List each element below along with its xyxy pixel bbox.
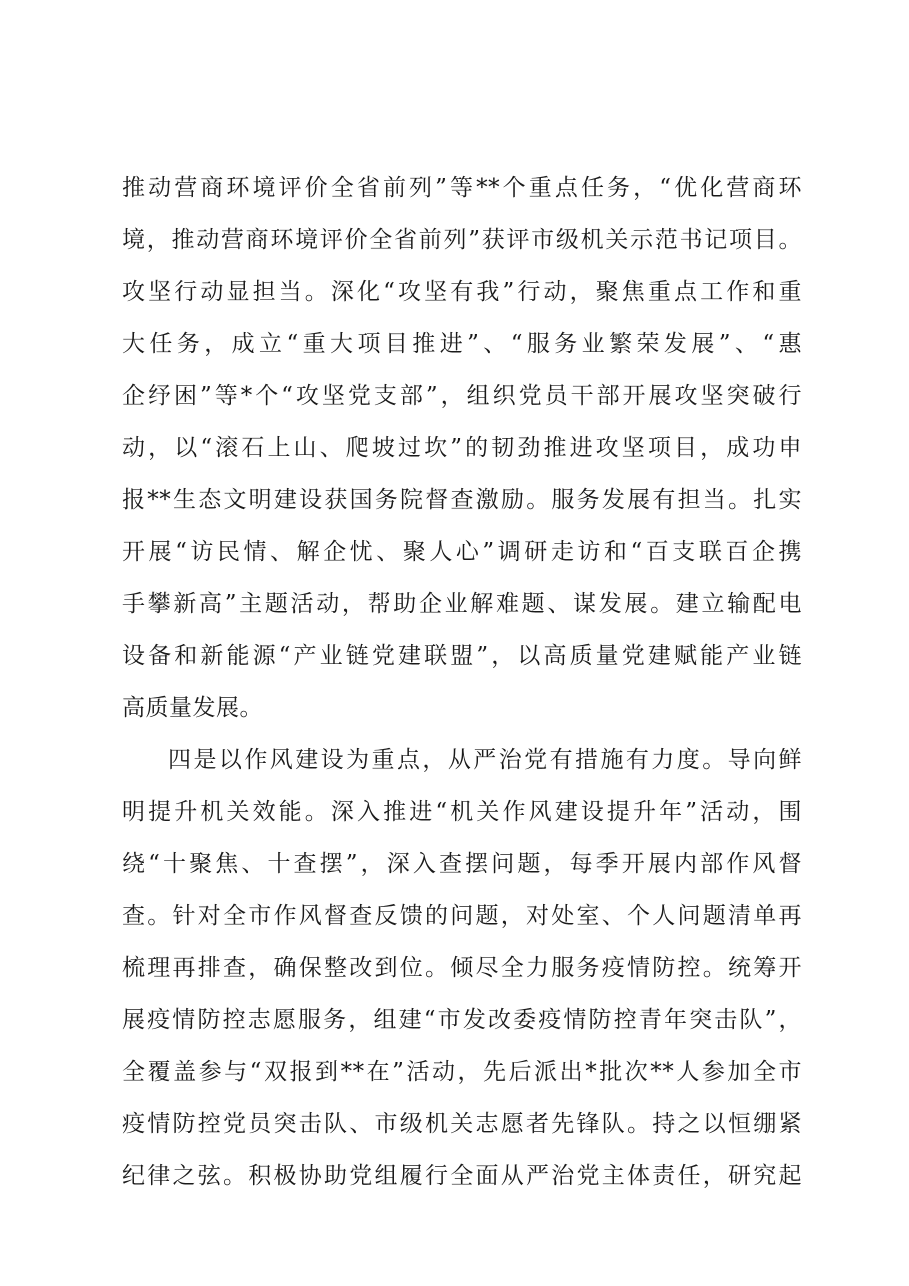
- text-line: 报**生态文明建设获国务院督查激励。服务发展有担当。扎实: [122, 487, 802, 513]
- paragraph-1: [122, 162, 802, 734]
- text-line: 动，以“滚石上山、爬坡过坎”的韧劲推进攻坚项目，成功申: [122, 435, 802, 461]
- text-line: 查。针对全市作风督查反馈的问题，对处室、个人问题清单再: [122, 903, 802, 929]
- paragraph-2: [122, 734, 802, 1202]
- text-line: 企纾困”等*个“攻坚党支部”，组织党员干部开展攻坚突破行: [122, 383, 802, 409]
- text-line: 纪律之弦。积极协助党组履行全面从严治党主体责任，研究起: [122, 1163, 802, 1189]
- text-line: 大任务，成立“重大项目推进”、“服务业繁荣发展”、“惠: [122, 331, 802, 357]
- text-line: 攻坚行动显担当。深化“攻坚有我”行动，聚焦重点工作和重: [122, 279, 802, 305]
- text-line: 推动营商环境评价全省前列”等**个重点任务，“优化营商环: [122, 175, 802, 201]
- text-line: 四是以作风建设为重点，从严治党有措施有力度。导向鲜: [168, 747, 802, 773]
- text-line: 开展“访民情、解企忧、聚人心”调研走访和“百支联百企携: [122, 539, 802, 565]
- text-line: 全覆盖参与“双报到**在”活动，先后派出*批次**人参加全市: [122, 1059, 802, 1085]
- text-line: 境，推动营商环境评价全省前列”获评市级机关示范书记项目。: [122, 227, 802, 253]
- text-line: 手攀新高”主题活动，帮助企业解难题、谋发展。建立输配电: [122, 591, 802, 617]
- text-line: 设备和新能源“产业链党建联盟”，以高质量党建赋能产业链: [122, 643, 802, 669]
- document-body: [122, 162, 802, 1202]
- text-line: 梳理再排查，确保整改到位。倾尽全力服务疫情防控。统筹开: [122, 955, 802, 981]
- text-line: 高质量发展。: [122, 695, 263, 721]
- text-line: 疫情防控党员突击队、市级机关志愿者先锋队。持之以恒绷紧: [122, 1111, 802, 1137]
- text-line: 绕“十聚焦、十查摆”，深入查摆问题，每季开展内部作风督: [122, 851, 802, 877]
- text-line: 明提升机关效能。深入推进“机关作风建设提升年”活动，围: [122, 799, 802, 825]
- text-line: 展疫情防控志愿服务，组建“市发改委疫情防控青年突击队”，: [122, 1007, 802, 1033]
